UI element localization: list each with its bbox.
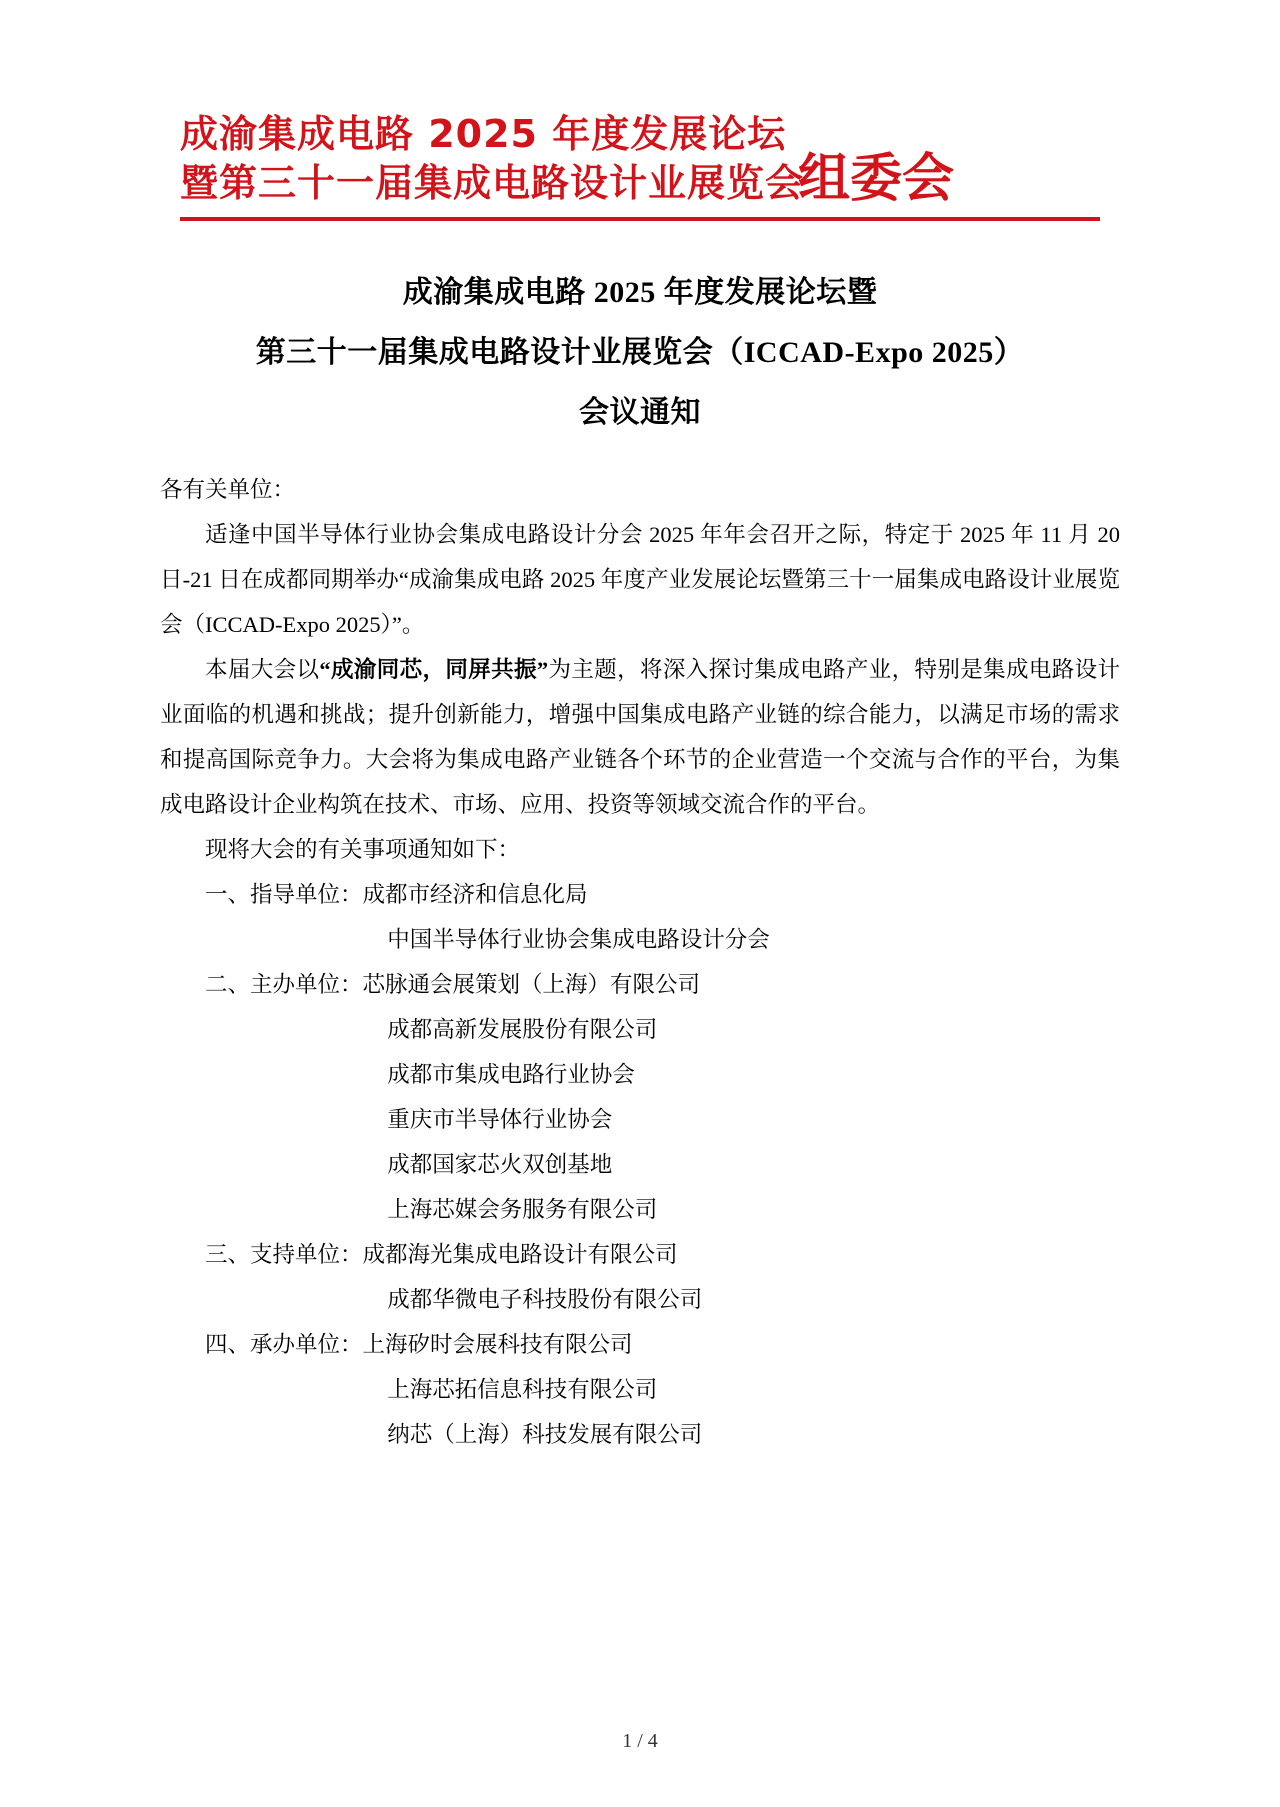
- unit-row: [205, 872, 1120, 917]
- paragraph-3: 现将大会的有关事项通知如下：: [205, 837, 521, 863]
- unit-value: 芯脉通会展策划（上海）有限公司: [362, 972, 701, 998]
- unit-value: 上海芯媒会务服务有限公司: [387, 1197, 658, 1223]
- unit-block-undertakers: [160, 1322, 1120, 1457]
- unit-value: 成都海光集成电路设计有限公司: [362, 1242, 678, 1268]
- title-line-3: 会议通知: [579, 396, 701, 430]
- letterhead-rule: [180, 217, 1100, 221]
- unit-value: 成都国家芯火双创基地: [387, 1152, 613, 1178]
- letterhead: [160, 110, 1120, 221]
- unit-block-supporters: [160, 1232, 1120, 1322]
- unit-value: 上海芯拓信息科技有限公司: [387, 1377, 658, 1403]
- unit-value: 成都华微电子科技股份有限公司: [387, 1287, 703, 1313]
- paragraph-2: [160, 647, 1120, 827]
- unit-block-organizers: [160, 962, 1120, 1232]
- title-line-2: 第三十一届集成电路设计业展览会（ICCAD-Expo 2025）: [255, 336, 1025, 370]
- paragraph-1: 适逢中国半导体行业协会集成电路设计分会 2025 年年会召开之际，特定于 2025 年 11 月 20 日-21 日在成都同期举办“成渝集成电路 2025 年度产业发展论坛暨第三十一届集成电路设计业展览会（ICCAD-Expo 2025）”。: [160, 522, 1120, 638]
- title-line-1: 成渝集成电路 2025 年度发展论坛暨: [402, 276, 878, 310]
- unit-value: 上海矽时会展科技有限公司: [362, 1332, 633, 1358]
- unit-value: 成都市经济和信息化局: [362, 882, 588, 908]
- unit-block-guidance: [160, 872, 1120, 962]
- unit-row: [205, 962, 1120, 1007]
- letterhead-line-2: 暨第三十一届集成电路设计业展览会: [180, 160, 805, 205]
- unit-label: 一、指导单位：: [205, 882, 363, 908]
- conference-theme: “成渝同芯，同屏共振”: [319, 657, 549, 683]
- letterhead-lines: [180, 110, 804, 207]
- unit-label: 二、主办单位：: [205, 972, 363, 998]
- paragraph-2-prefix: 本届大会以: [205, 657, 320, 683]
- unit-row: [205, 1322, 1120, 1367]
- document-body: [160, 467, 1120, 1457]
- unit-value: 重庆市半导体行业协会: [387, 1107, 613, 1133]
- unit-label: 三、支持单位：: [205, 1242, 363, 1268]
- page-title: [160, 263, 1120, 443]
- letterhead-rows: [180, 110, 1100, 210]
- unit-value: 成都市集成电路行业协会: [387, 1062, 635, 1088]
- paragraph-2-rest: 为主题，将深入探讨集成电路产业，特别是集成电路设计业面临的机遇和挑战；提升创新能力，增强中国集成电路产业链的综合能力，以满足市场的需求和提高国际竞争力。大会将为集成电路产业链各个环节的企业营造一个交流与合作的平台，为集成电路设计企业构筑在技术、市场、应用、投资等领域交流合作的平台。: [160, 657, 1120, 818]
- unit-row: [205, 1232, 1120, 1277]
- unit-label: 四、承办单位：: [205, 1332, 363, 1358]
- salutation: 各有关单位：: [160, 477, 296, 503]
- unit-value: 中国半导体行业协会集成电路设计分会: [387, 927, 770, 953]
- letterhead-line-1: 成渝集成电路 2025 年度发展论坛: [180, 112, 787, 156]
- page-number: 1 / 4: [622, 1730, 658, 1752]
- letterhead-suffix: 组委会: [798, 149, 955, 210]
- unit-value: 纳芯（上海）科技发展有限公司: [387, 1422, 703, 1448]
- unit-value: 成都高新发展股份有限公司: [387, 1017, 658, 1043]
